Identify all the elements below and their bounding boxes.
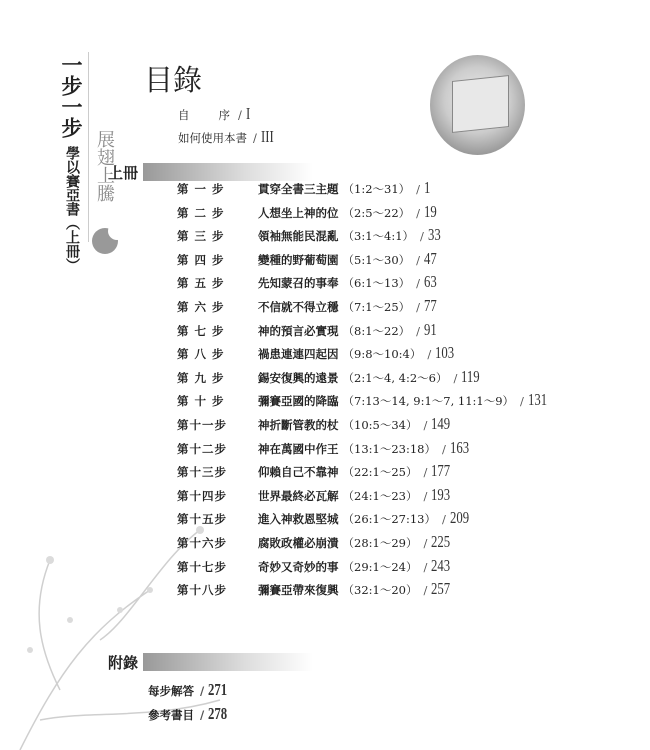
step-label: 第十四步 — [177, 488, 227, 503]
chapter-title: 腐敗政權必崩潰 — [258, 536, 339, 550]
slash: / — [423, 465, 428, 480]
page-number: 119 — [461, 366, 480, 386]
chapter-title: 不信就不得立穩 — [258, 300, 339, 314]
slash: / — [200, 684, 205, 698]
toc-entry[interactable] — [177, 320, 441, 342]
page-title: 目錄 — [144, 63, 203, 97]
slash: / — [200, 708, 205, 722]
toc-appendix-references[interactable] — [148, 704, 234, 724]
section-heading-appendix: 附錄 — [108, 654, 139, 672]
page-number: 243 — [431, 555, 451, 575]
toc-entry[interactable] — [177, 225, 445, 247]
chapter-title: 禍患連連四起因 — [258, 347, 339, 362]
chapter-title: 人想坐上神的位 — [258, 205, 339, 220]
scripture-reference: （6:1～13） — [342, 276, 411, 291]
scripture-reference: （28:1～29） — [342, 536, 418, 550]
page-number: 1 — [424, 178, 431, 197]
toc-entry[interactable] — [177, 579, 457, 601]
step-label: 第十五步 — [177, 512, 227, 527]
chapter-title: 奇妙又奇妙的事 — [258, 559, 339, 574]
front-label: 自 序 — [178, 108, 232, 122]
page-number: 163 — [449, 437, 469, 457]
slash: / — [238, 108, 242, 122]
series-title: 一步一步 — [59, 54, 84, 138]
front-label: 如何使用本書 — [178, 131, 247, 145]
scripture-reference: （10:5～34） — [342, 418, 418, 432]
slash: / — [423, 418, 428, 432]
scripture-reference: （22:1～25） — [342, 465, 418, 480]
toc-front-preface[interactable] — [178, 104, 252, 124]
page-number: I — [245, 104, 251, 123]
step-label: 第 五 步 — [177, 276, 225, 291]
page-number: 149 — [431, 414, 451, 433]
scripture-reference: （1:2～31） — [342, 182, 411, 196]
slash: / — [423, 583, 428, 598]
toc-appendix-answers[interactable] — [148, 680, 234, 700]
chapter-title: 彌賽亞國的降臨 — [258, 394, 339, 409]
toc-entry[interactable] — [177, 390, 553, 412]
appendix-label: 每步解答 — [148, 684, 194, 698]
chapter-title: 變種的野葡萄園 — [258, 252, 339, 267]
chapter-title: 領袖無能民混亂 — [258, 229, 339, 244]
chapter-title: 神折斷管教的杖 — [258, 418, 339, 432]
chapter-title: 錫安復興的遠景 — [258, 370, 339, 385]
scripture-reference: （3:1～4:1） — [342, 229, 415, 244]
page-number: 91 — [424, 319, 437, 339]
scripture-reference: （2:1～4, 4:2～6） — [342, 370, 448, 385]
scripture-reference: （9:8～10:4） — [342, 347, 422, 362]
page-number: 33 — [427, 225, 441, 245]
toc-entry[interactable] — [177, 367, 486, 389]
step-label: 第 二 步 — [177, 205, 225, 220]
scripture-reference: （24:1～23） — [342, 488, 418, 503]
motto: 展翅上騰 — [94, 130, 115, 202]
step-label: 第 七 步 — [177, 323, 225, 338]
chapter-title: 仰賴自己不靠神 — [258, 465, 339, 480]
toc-entry[interactable] — [177, 556, 457, 578]
slash: / — [520, 394, 524, 409]
step-label: 第 八 步 — [177, 347, 225, 362]
slash: / — [427, 347, 432, 362]
scripture-reference: （7:13～14, 9:1～7, 11:1～9） — [342, 394, 515, 409]
toc-entry[interactable] — [177, 343, 461, 365]
step-label: 第十八步 — [177, 583, 227, 598]
slash: / — [416, 205, 421, 220]
slash: / — [416, 252, 421, 267]
page-number: 257 — [431, 579, 451, 599]
scripture-reference: （5:1～30） — [342, 252, 411, 267]
page-number: 77 — [424, 296, 437, 315]
scripture-reference: （13:1～23:18） — [342, 441, 436, 456]
toc-front-howto[interactable] — [178, 127, 278, 147]
page-number: 209 — [449, 508, 469, 528]
toc-entry[interactable] — [177, 508, 475, 530]
page-number: 63 — [424, 272, 437, 292]
page-number: III — [260, 127, 274, 146]
page-number: 193 — [431, 484, 451, 504]
scripture-reference: （2:5～22） — [342, 205, 411, 220]
toc-entry[interactable] — [177, 438, 475, 460]
slash: / — [416, 300, 421, 314]
scripture-reference: （26:1～27:13） — [342, 512, 436, 527]
page-number: 278 — [208, 704, 228, 723]
step-label: 第 四 步 — [177, 252, 225, 267]
chapter-title: 彌賽亞帶來復興 — [258, 583, 339, 598]
slash: / — [420, 229, 424, 244]
slash: / — [423, 488, 428, 503]
step-label: 第十一步 — [177, 418, 227, 432]
step-label: 第 一 步 — [177, 182, 225, 196]
page-number: 47 — [424, 248, 437, 268]
scripture-reference: （29:1～24） — [342, 559, 418, 574]
appendix-label: 參考書目 — [148, 708, 194, 722]
toc-entry[interactable] — [177, 272, 441, 294]
page-number: 225 — [431, 532, 451, 551]
slash: / — [423, 559, 428, 574]
slash: / — [423, 536, 428, 550]
section-heading-vol1: 上冊 — [108, 164, 139, 182]
chapter-title: 先知蒙召的事奉 — [258, 276, 339, 291]
section-bar — [143, 653, 313, 671]
step-label: 第 九 步 — [177, 370, 225, 385]
slash: / — [441, 512, 446, 527]
chapter-title: 世界最終必瓦解 — [258, 488, 339, 503]
toc-entry[interactable] — [177, 485, 457, 507]
chapter-title: 貫穿全書三主題 — [258, 182, 339, 196]
step-label: 第 六 步 — [177, 300, 225, 314]
book-title: 學以賽亞書（上冊） — [64, 146, 80, 272]
step-label: 第十七步 — [177, 559, 227, 574]
step-label: 第十三步 — [177, 465, 227, 480]
step-label: 第 三 步 — [177, 229, 225, 244]
toc-entry[interactable] — [177, 249, 441, 271]
page-number: 177 — [431, 461, 451, 481]
divider — [88, 52, 89, 242]
toc-entry[interactable] — [177, 178, 433, 200]
page-number: 271 — [208, 680, 228, 699]
chapter-title: 進入神救恩堅城 — [258, 512, 339, 527]
moon-cutout — [108, 222, 126, 240]
toc-entry[interactable] — [177, 414, 457, 436]
page-number: 19 — [424, 201, 437, 221]
step-label: 第 十 步 — [177, 394, 225, 409]
scripture-reference: （32:1～20） — [342, 583, 418, 598]
chapter-title: 神的預言必實現 — [258, 323, 339, 338]
slash: / — [416, 182, 421, 196]
toc-entry[interactable] — [177, 202, 441, 224]
step-label: 第十六步 — [177, 536, 227, 550]
slash: / — [441, 441, 446, 456]
step-label: 第十二步 — [177, 441, 227, 456]
toc-entry[interactable] — [177, 296, 441, 318]
scripture-reference: （7:1～25） — [342, 300, 411, 314]
chapter-title: 神在萬國中作王 — [258, 441, 339, 456]
toc-entry[interactable] — [177, 461, 457, 483]
photo-wall — [452, 75, 509, 133]
page-number: 131 — [527, 390, 548, 410]
toc-entry[interactable] — [177, 532, 457, 554]
slash: / — [253, 131, 257, 145]
scripture-reference: （8:1～22） — [342, 323, 411, 338]
page-number: 103 — [435, 343, 455, 363]
slash: / — [453, 370, 458, 385]
slash: / — [416, 276, 421, 291]
slash: / — [416, 323, 421, 338]
